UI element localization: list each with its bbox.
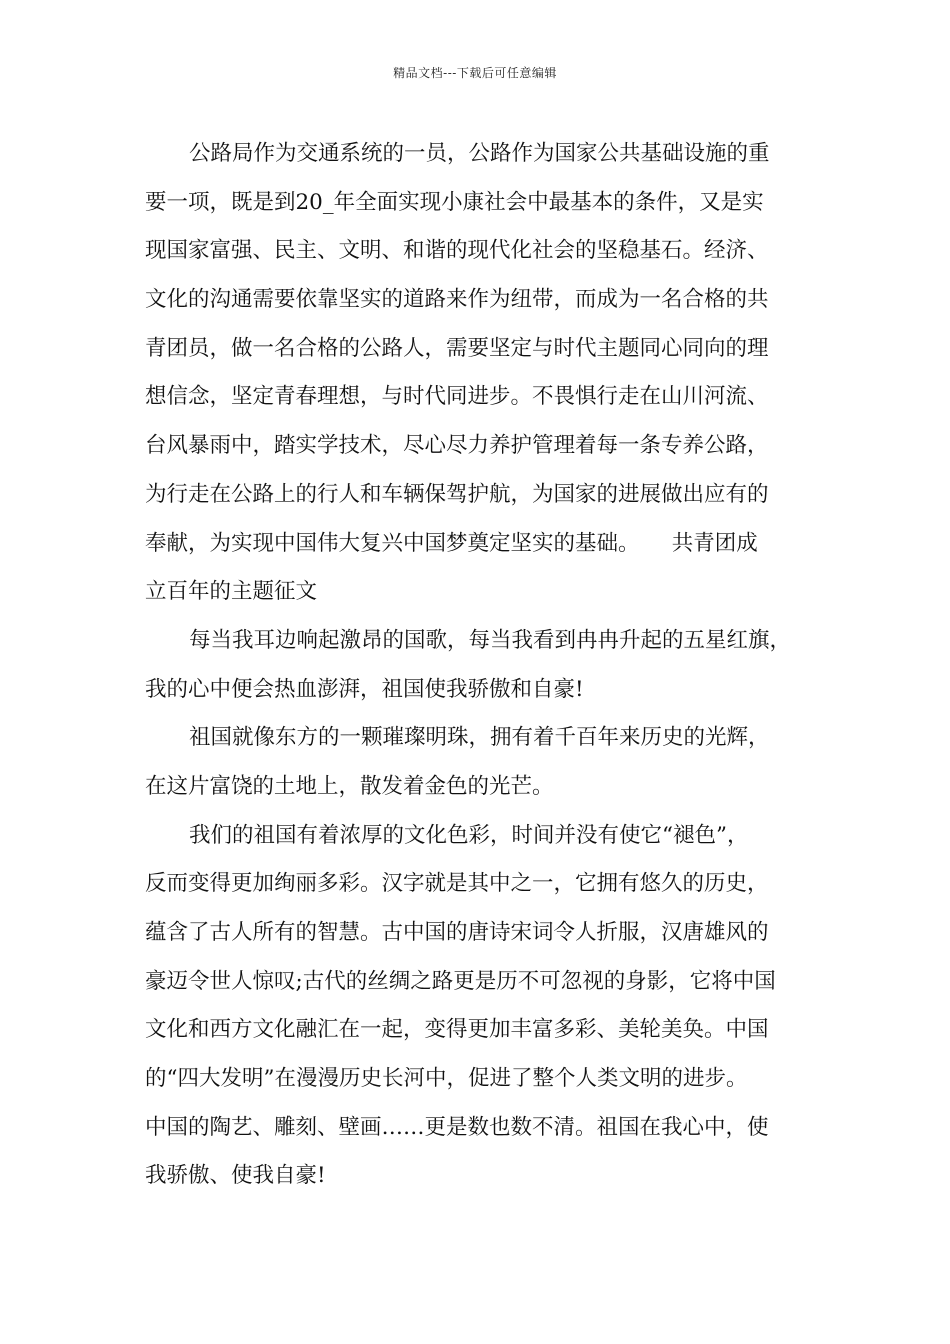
- text-line: 在这片富饶的土地上，散发着金色的光芒。: [145, 773, 554, 799]
- text-line: 为行走在公路上的行人和车辆保驾护航，为国家的进展做出应有的: [145, 481, 769, 507]
- text-line: 我骄傲、使我自豪!: [145, 1163, 326, 1189]
- page-header: 精品文档---下载后可任意编辑: [393, 66, 557, 80]
- text-line: 反而变得更加绚丽多彩。汉字就是其中之一，它拥有悠久的历史，: [145, 871, 769, 897]
- text-line: 立百年的主题征文: [145, 579, 318, 605]
- text-line: 青团员，做一名合格的公路人，需要坚定与时代主题同心同向的理: [145, 335, 769, 361]
- text-line: 每当我耳边响起激昂的国歌，每当我看到冉冉升起的五星红旗，: [189, 627, 792, 653]
- text-line: 要一项，既是到20_年全面实现小康社会中最基本的条件，又是实: [145, 189, 764, 215]
- text-line: 豪迈令世人惊叹;古代的丝绸之路更是历不可忽视的身影，它将中国: [145, 968, 776, 994]
- text-line: 奉献，为实现中国伟大复兴中国梦奠定坚实的基础。 共青团成: [145, 530, 758, 556]
- document-body: [145, 130, 810, 1201]
- text-line: 我们的祖国有着浓厚的文化色彩，时间并没有使它“褪色”，: [189, 822, 749, 848]
- text-line: 公路局作为交通系统的一员，公路作为国家公共基础设施的重: [189, 141, 770, 166]
- text-line: 的“四大发明”在漫漫历史长河中，促进了整个人类文明的进步。: [145, 1066, 748, 1092]
- text-line: 中国的陶艺、雕刻、壁画……更是数也数不清。祖国在我心中，使: [145, 1114, 769, 1140]
- text-line: 想信念，坚定青春理想，与时代同进步。不畏惧行走在山川河流、: [145, 384, 769, 410]
- text-line: 蕴含了古人所有的智慧。古中国的唐诗宋词令人折服，汉唐雄风的: [145, 920, 769, 945]
- text-line: 祖国就像东方的一颗璀璨明珠，拥有着千百年来历史的光辉，: [189, 725, 770, 751]
- text-line: 文化的沟通需要依靠坚实的道路来作为纽带，而成为一名合格的共: [145, 287, 769, 313]
- text-line: 现国家富强、民主、文明、和谐的现代化社会的坚稳基石。经济、: [145, 238, 769, 264]
- text-line: 我的心中便会热血澎湃，祖国使我骄傲和自豪!: [145, 676, 584, 702]
- text-line: 台风暴雨中，踏实学技术，尽心尽力养护管理着每一条专养公路，: [145, 433, 769, 459]
- text-line: 文化和西方文化融汇在一起，变得更加丰富多彩、美轮美奂。中国: [145, 1017, 769, 1043]
